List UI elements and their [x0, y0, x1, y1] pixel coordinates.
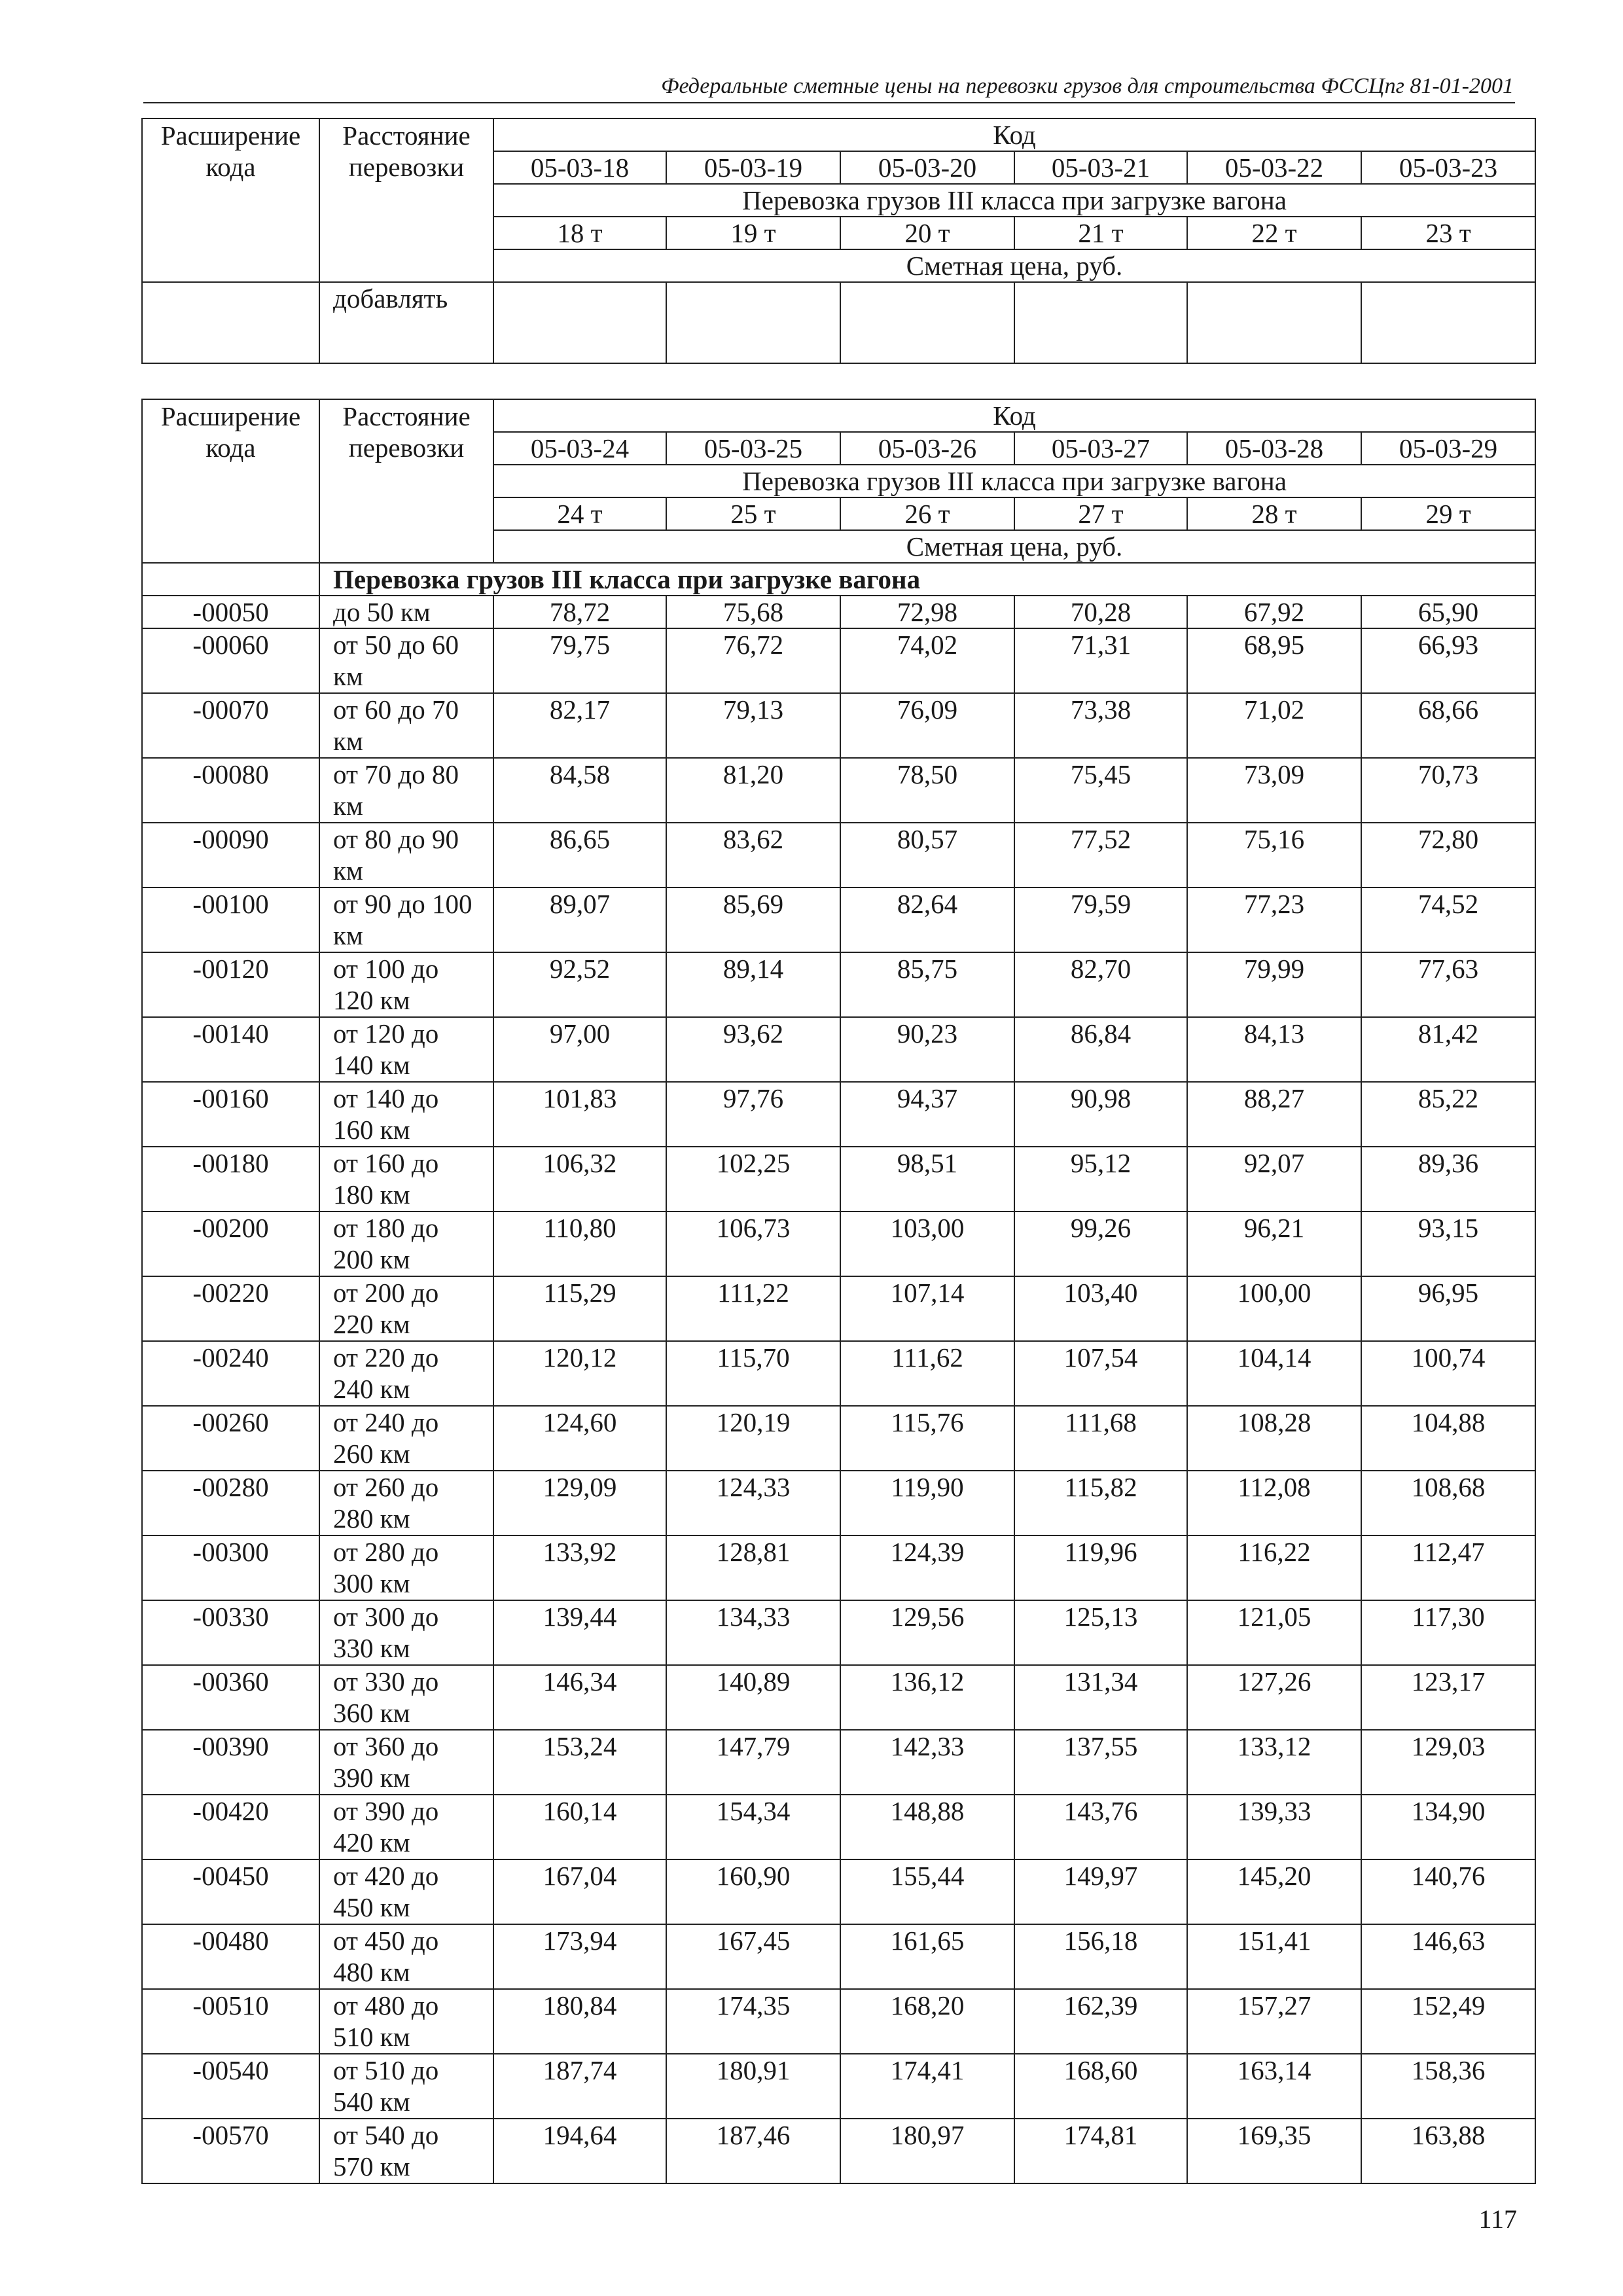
- distance-cell: от 100 до 120 км: [319, 952, 493, 1017]
- table-row: [142, 1989, 1535, 2054]
- price-cell: 162,39: [1014, 1989, 1187, 2054]
- price-cell: 86,65: [493, 823, 666, 888]
- price-cell: 94,37: [840, 1082, 1014, 1147]
- price-cell: 85,69: [666, 888, 840, 952]
- price-cell: 68,95: [1187, 628, 1361, 693]
- price-cell: 71,31: [1014, 628, 1187, 693]
- distance-cell: от 90 до 100 км: [319, 888, 493, 952]
- table-row: [142, 282, 1535, 363]
- wagon-load-cell: 28 т: [1187, 497, 1361, 530]
- code-extension-cell: -00100: [142, 888, 319, 952]
- price-cell: 78,72: [493, 596, 666, 628]
- table-row: [142, 1730, 1535, 1795]
- wagon-load-cell: 23 т: [1361, 217, 1535, 249]
- blank-cell: [142, 282, 319, 363]
- table-row: [142, 952, 1535, 1017]
- distance-cell: от 120 до 140 км: [319, 1017, 493, 1082]
- price-cell: 194,64: [493, 2119, 666, 2183]
- price-cell: 174,81: [1014, 2119, 1187, 2183]
- price-cell: 77,23: [1187, 888, 1361, 952]
- price-cell: 143,76: [1014, 1795, 1187, 1859]
- price-cell: 95,12: [1014, 1147, 1187, 1211]
- code-extension-cell: -00060: [142, 628, 319, 693]
- distance-cell: от 70 до 80 км: [319, 758, 493, 823]
- distance-cell: от 540 до 570 км: [319, 2119, 493, 2183]
- code-cell: 05-03-28: [1187, 432, 1361, 465]
- price-cell: 168,60: [1014, 2054, 1187, 2119]
- price-cell: 85,22: [1361, 1082, 1535, 1147]
- table-row: [142, 1665, 1535, 1730]
- price-cell: 124,60: [493, 1406, 666, 1471]
- distance-cell: от 260 до 280 км: [319, 1471, 493, 1535]
- distance-cell: от 510 до 540 км: [319, 2054, 493, 2119]
- price-cell: 123,17: [1361, 1665, 1535, 1730]
- price-cell: 149,97: [1014, 1859, 1187, 1924]
- price-cell: 168,20: [840, 1989, 1014, 2054]
- price-cell: 90,98: [1014, 1082, 1187, 1147]
- price-cell: 142,33: [840, 1730, 1014, 1795]
- price-cell: 68,66: [1361, 693, 1535, 758]
- price-cell: 163,14: [1187, 2054, 1361, 2119]
- price-cell: 129,09: [493, 1471, 666, 1535]
- price-cell: 73,09: [1187, 758, 1361, 823]
- code-cell: 05-03-25: [666, 432, 840, 465]
- price-cell: 134,33: [666, 1600, 840, 1665]
- price-cell: 131,34: [1014, 1665, 1187, 1730]
- price-cell: 72,98: [840, 596, 1014, 628]
- distance-cell: от 330 до 360 км: [319, 1665, 493, 1730]
- code-cell: 05-03-18: [493, 151, 666, 184]
- price-cell: 129,56: [840, 1600, 1014, 1665]
- distance-cell: от 300 до 330 км: [319, 1600, 493, 1665]
- price-cell: 67,92: [1187, 596, 1361, 628]
- price-cell: 71,02: [1187, 693, 1361, 758]
- price-cell: 92,07: [1187, 1147, 1361, 1211]
- rate-table-2: [141, 399, 1536, 2184]
- code-extension-cell: -00510: [142, 1989, 319, 2054]
- price-cell: 74,52: [1361, 888, 1535, 952]
- distance-cell: до 50 км: [319, 596, 493, 628]
- price-cell: 136,12: [840, 1665, 1014, 1730]
- code-extension-cell: -00390: [142, 1730, 319, 1795]
- blank-cell: [1187, 282, 1361, 363]
- code-extension-cell: -00420: [142, 1795, 319, 1859]
- wagon-load-cell: 29 т: [1361, 497, 1535, 530]
- price-cell: 100,74: [1361, 1341, 1535, 1406]
- price-cell: 115,29: [493, 1276, 666, 1341]
- head-row-code-label: [142, 399, 1535, 432]
- price-cell: 146,34: [493, 1665, 666, 1730]
- section-title: Перевозка грузов III класса при загрузке вагона: [319, 563, 1535, 596]
- price-cell: 139,33: [1187, 1795, 1361, 1859]
- distance-cell: от 200 до 220 км: [319, 1276, 493, 1341]
- price-cell: 174,35: [666, 1989, 840, 2054]
- price-cell: 115,76: [840, 1406, 1014, 1471]
- wagon-load-cell: 22 т: [1187, 217, 1361, 249]
- price-cell: 79,99: [1187, 952, 1361, 1017]
- code-cell: 05-03-23: [1361, 151, 1535, 184]
- price-cell: 79,13: [666, 693, 840, 758]
- cargo-class-label: Перевозка грузов III класса при загрузке вагона: [493, 465, 1535, 497]
- price-cell: 103,00: [840, 1211, 1014, 1276]
- price-cell: 111,62: [840, 1341, 1014, 1406]
- table-row: [142, 1535, 1535, 1600]
- price-cell: 89,07: [493, 888, 666, 952]
- price-cell: 65,90: [1361, 596, 1535, 628]
- price-cell: 120,12: [493, 1341, 666, 1406]
- distance-header: Расстояние перевозки: [319, 399, 493, 563]
- table-row: [142, 1082, 1535, 1147]
- price-cell: 160,90: [666, 1859, 840, 1924]
- blank-cell: [142, 563, 319, 596]
- distance-cell: от 450 до 480 км: [319, 1924, 493, 1989]
- code-extension-cell: -00300: [142, 1535, 319, 1600]
- price-cell: 108,68: [1361, 1471, 1535, 1535]
- table-head: [142, 399, 1535, 563]
- price-cell: 124,33: [666, 1471, 840, 1535]
- distance-cell: от 280 до 300 км: [319, 1535, 493, 1600]
- price-cell: 167,45: [666, 1924, 840, 1989]
- price-cell: 163,88: [1361, 2119, 1535, 2183]
- price-cell: 79,59: [1014, 888, 1187, 952]
- price-cell: 82,64: [840, 888, 1014, 952]
- price-cell: 76,09: [840, 693, 1014, 758]
- price-cell: 82,17: [493, 693, 666, 758]
- header-rule: [143, 102, 1515, 103]
- table-row: [142, 1600, 1535, 1665]
- price-cell: 97,76: [666, 1082, 840, 1147]
- wagon-load-cell: 19 т: [666, 217, 840, 249]
- wagon-load-cell: 18 т: [493, 217, 666, 249]
- price-cell: 119,90: [840, 1471, 1014, 1535]
- distance-cell: от 50 до 60 км: [319, 628, 493, 693]
- price-cell: 70,73: [1361, 758, 1535, 823]
- price-cell: 106,73: [666, 1211, 840, 1276]
- price-cell: 75,45: [1014, 758, 1187, 823]
- price-cell: 79,75: [493, 628, 666, 693]
- rate-table-1: [141, 118, 1536, 364]
- code-cell: 05-03-19: [666, 151, 840, 184]
- price-cell: 101,83: [493, 1082, 666, 1147]
- price-cell: 128,81: [666, 1535, 840, 1600]
- head-row-code-label: [142, 118, 1535, 151]
- code-extension-cell: -00450: [142, 1859, 319, 1924]
- price-cell: 180,97: [840, 2119, 1014, 2183]
- price-cell: 76,72: [666, 628, 840, 693]
- price-cell: 160,14: [493, 1795, 666, 1859]
- price-cell: 84,58: [493, 758, 666, 823]
- table-row: [142, 1276, 1535, 1341]
- distance-cell: от 60 до 70 км: [319, 693, 493, 758]
- price-cell: 93,15: [1361, 1211, 1535, 1276]
- price-cell: 127,26: [1187, 1665, 1361, 1730]
- code-cell: 05-03-22: [1187, 151, 1361, 184]
- price-cell: 157,27: [1187, 1989, 1361, 2054]
- price-cell: 153,24: [493, 1730, 666, 1795]
- price-cell: 78,50: [840, 758, 1014, 823]
- code-cell: 05-03-20: [840, 151, 1014, 184]
- price-cell: 88,27: [1187, 1082, 1361, 1147]
- wagon-load-cell: 20 т: [840, 217, 1014, 249]
- price-cell: 161,65: [840, 1924, 1014, 1989]
- code-cell: 05-03-21: [1014, 151, 1187, 184]
- wagon-load-cell: 24 т: [493, 497, 666, 530]
- price-cell: 108,28: [1187, 1406, 1361, 1471]
- distance-cell: от 80 до 90 км: [319, 823, 493, 888]
- blank-cell: [1361, 282, 1535, 363]
- table-row: [142, 1795, 1535, 1859]
- code-cell: 05-03-26: [840, 432, 1014, 465]
- table-row: [142, 2119, 1535, 2183]
- blank-cell: [493, 282, 666, 363]
- price-cell: 120,19: [666, 1406, 840, 1471]
- code-extension-cell: -00540: [142, 2054, 319, 2119]
- table-row: [142, 1341, 1535, 1406]
- price-cell: 147,79: [666, 1730, 840, 1795]
- table-row: [142, 2054, 1535, 2119]
- price-cell: 112,47: [1361, 1535, 1535, 1600]
- price-cell: 99,26: [1014, 1211, 1187, 1276]
- price-cell: 180,91: [666, 2054, 840, 2119]
- price-cell: 100,00: [1187, 1276, 1361, 1341]
- price-cell: 137,55: [1014, 1730, 1187, 1795]
- price-cell: 104,14: [1187, 1341, 1361, 1406]
- price-cell: 133,92: [493, 1535, 666, 1600]
- price-cell: 98,51: [840, 1147, 1014, 1211]
- table-head: [142, 118, 1535, 282]
- table-row: [142, 1471, 1535, 1535]
- running-title: Федеральные сметные цены на перевозки грузов для строительства ФССЦпг 81-01-2001: [661, 74, 1514, 98]
- distance-cell: от 240 до 260 км: [319, 1406, 493, 1471]
- price-cell: 146,63: [1361, 1924, 1535, 1989]
- price-cell: 70,28: [1014, 596, 1187, 628]
- code-extension-header: Расширение кода: [142, 118, 319, 282]
- blank-cell: [1014, 282, 1187, 363]
- table-row: [142, 693, 1535, 758]
- section-row: [142, 563, 1535, 596]
- price-cell: 97,00: [493, 1017, 666, 1082]
- price-cell: 152,49: [1361, 1989, 1535, 2054]
- code-extension-cell: -00160: [142, 1082, 319, 1147]
- table-row: [142, 823, 1535, 888]
- table-row: [142, 888, 1535, 952]
- price-cell: 156,18: [1014, 1924, 1187, 1989]
- price-cell: 148,88: [840, 1795, 1014, 1859]
- distance-cell: от 420 до 450 км: [319, 1859, 493, 1924]
- price-cell: 107,14: [840, 1276, 1014, 1341]
- price-cell: 92,52: [493, 952, 666, 1017]
- price-cell: 82,70: [1014, 952, 1187, 1017]
- price-label: Сметная цена, руб.: [493, 530, 1535, 563]
- wagon-load-cell: 26 т: [840, 497, 1014, 530]
- price-label: Сметная цена, руб.: [493, 249, 1535, 282]
- code-extension-cell: -00280: [142, 1471, 319, 1535]
- wagon-load-cell: 21 т: [1014, 217, 1187, 249]
- code-label: Код: [493, 118, 1535, 151]
- price-cell: 106,32: [493, 1147, 666, 1211]
- price-cell: 103,40: [1014, 1276, 1187, 1341]
- price-cell: 86,84: [1014, 1017, 1187, 1082]
- code-extension-cell: -00200: [142, 1211, 319, 1276]
- price-cell: 117,30: [1361, 1600, 1535, 1665]
- code-cell: 05-03-27: [1014, 432, 1187, 465]
- price-cell: 115,70: [666, 1341, 840, 1406]
- price-cell: 145,20: [1187, 1859, 1361, 1924]
- price-cell: 83,62: [666, 823, 840, 888]
- distance-cell: добавлять: [319, 282, 493, 363]
- distance-header: Расстояние перевозки: [319, 118, 493, 282]
- code-extension-header: Расширение кода: [142, 399, 319, 563]
- code-cell: 05-03-24: [493, 432, 666, 465]
- distance-cell: от 360 до 390 км: [319, 1730, 493, 1795]
- distance-cell: от 160 до 180 км: [319, 1147, 493, 1211]
- table-row: [142, 758, 1535, 823]
- price-cell: 140,89: [666, 1665, 840, 1730]
- price-cell: 73,38: [1014, 693, 1187, 758]
- price-cell: 134,90: [1361, 1795, 1535, 1859]
- price-cell: 111,68: [1014, 1406, 1187, 1471]
- code-extension-cell: -00080: [142, 758, 319, 823]
- code-extension-cell: -00140: [142, 1017, 319, 1082]
- code-label: Код: [493, 399, 1535, 432]
- table-body: [142, 563, 1535, 2183]
- price-cell: 115,82: [1014, 1471, 1187, 1535]
- price-cell: 96,95: [1361, 1276, 1535, 1341]
- code-extension-cell: -00120: [142, 952, 319, 1017]
- price-cell: 111,22: [666, 1276, 840, 1341]
- code-extension-cell: -00330: [142, 1600, 319, 1665]
- price-cell: 102,25: [666, 1147, 840, 1211]
- price-cell: 75,68: [666, 596, 840, 628]
- table-row: [142, 596, 1535, 628]
- price-cell: 72,80: [1361, 823, 1535, 888]
- price-cell: 116,22: [1187, 1535, 1361, 1600]
- distance-cell: от 220 до 240 км: [319, 1341, 493, 1406]
- code-extension-cell: -00360: [142, 1665, 319, 1730]
- price-cell: 81,20: [666, 758, 840, 823]
- price-cell: 173,94: [493, 1924, 666, 1989]
- code-extension-cell: -00220: [142, 1276, 319, 1341]
- price-cell: 129,03: [1361, 1730, 1535, 1795]
- price-cell: 77,63: [1361, 952, 1535, 1017]
- price-cell: 93,62: [666, 1017, 840, 1082]
- table-row: [142, 1859, 1535, 1924]
- distance-cell: от 180 до 200 км: [319, 1211, 493, 1276]
- price-cell: 80,57: [840, 823, 1014, 888]
- price-cell: 121,05: [1187, 1600, 1361, 1665]
- wagon-load-cell: 27 т: [1014, 497, 1187, 530]
- price-cell: 104,88: [1361, 1406, 1535, 1471]
- price-cell: 110,80: [493, 1211, 666, 1276]
- price-cell: 158,36: [1361, 2054, 1535, 2119]
- code-extension-cell: -00070: [142, 693, 319, 758]
- code-extension-cell: -00180: [142, 1147, 319, 1211]
- blank-cell: [666, 282, 840, 363]
- price-cell: 180,84: [493, 1989, 666, 2054]
- price-cell: 89,14: [666, 952, 840, 1017]
- price-cell: 77,52: [1014, 823, 1187, 888]
- code-extension-cell: -00240: [142, 1341, 319, 1406]
- table-row: [142, 1924, 1535, 1989]
- distance-cell: от 480 до 510 км: [319, 1989, 493, 2054]
- price-cell: 66,93: [1361, 628, 1535, 693]
- price-cell: 85,75: [840, 952, 1014, 1017]
- table-row: [142, 1147, 1535, 1211]
- price-cell: 140,76: [1361, 1859, 1535, 1924]
- price-cell: 90,23: [840, 1017, 1014, 1082]
- price-cell: 75,16: [1187, 823, 1361, 888]
- distance-cell: от 390 до 420 км: [319, 1795, 493, 1859]
- code-extension-cell: -00050: [142, 596, 319, 628]
- price-cell: 174,41: [840, 2054, 1014, 2119]
- distance-cell: от 140 до 160 км: [319, 1082, 493, 1147]
- price-cell: 154,34: [666, 1795, 840, 1859]
- price-cell: 187,46: [666, 2119, 840, 2183]
- blank-cell: [840, 282, 1014, 363]
- wagon-load-cell: 25 т: [666, 497, 840, 530]
- price-cell: 125,13: [1014, 1600, 1187, 1665]
- table-body: [142, 282, 1535, 363]
- price-cell: 81,42: [1361, 1017, 1535, 1082]
- price-cell: 187,74: [493, 2054, 666, 2119]
- price-cell: 167,04: [493, 1859, 666, 1924]
- price-cell: 119,96: [1014, 1535, 1187, 1600]
- price-cell: 133,12: [1187, 1730, 1361, 1795]
- code-extension-cell: -00480: [142, 1924, 319, 1989]
- code-extension-cell: -00570: [142, 2119, 319, 2183]
- code-extension-cell: -00090: [142, 823, 319, 888]
- price-cell: 169,35: [1187, 2119, 1361, 2183]
- price-cell: 107,54: [1014, 1341, 1187, 1406]
- code-cell: 05-03-29: [1361, 432, 1535, 465]
- page-number: 117: [1478, 2204, 1517, 2234]
- price-cell: 89,36: [1361, 1147, 1535, 1211]
- price-cell: 151,41: [1187, 1924, 1361, 1989]
- price-cell: 74,02: [840, 628, 1014, 693]
- price-cell: 124,39: [840, 1535, 1014, 1600]
- table-row: [142, 628, 1535, 693]
- cargo-class-label: Перевозка грузов III класса при загрузке вагона: [493, 184, 1535, 217]
- price-cell: 139,44: [493, 1600, 666, 1665]
- price-cell: 112,08: [1187, 1471, 1361, 1535]
- table-row: [142, 1017, 1535, 1082]
- price-cell: 96,21: [1187, 1211, 1361, 1276]
- table-row: [142, 1406, 1535, 1471]
- price-cell: 84,13: [1187, 1017, 1361, 1082]
- table-row: [142, 1211, 1535, 1276]
- price-cell: 155,44: [840, 1859, 1014, 1924]
- code-extension-cell: -00260: [142, 1406, 319, 1471]
